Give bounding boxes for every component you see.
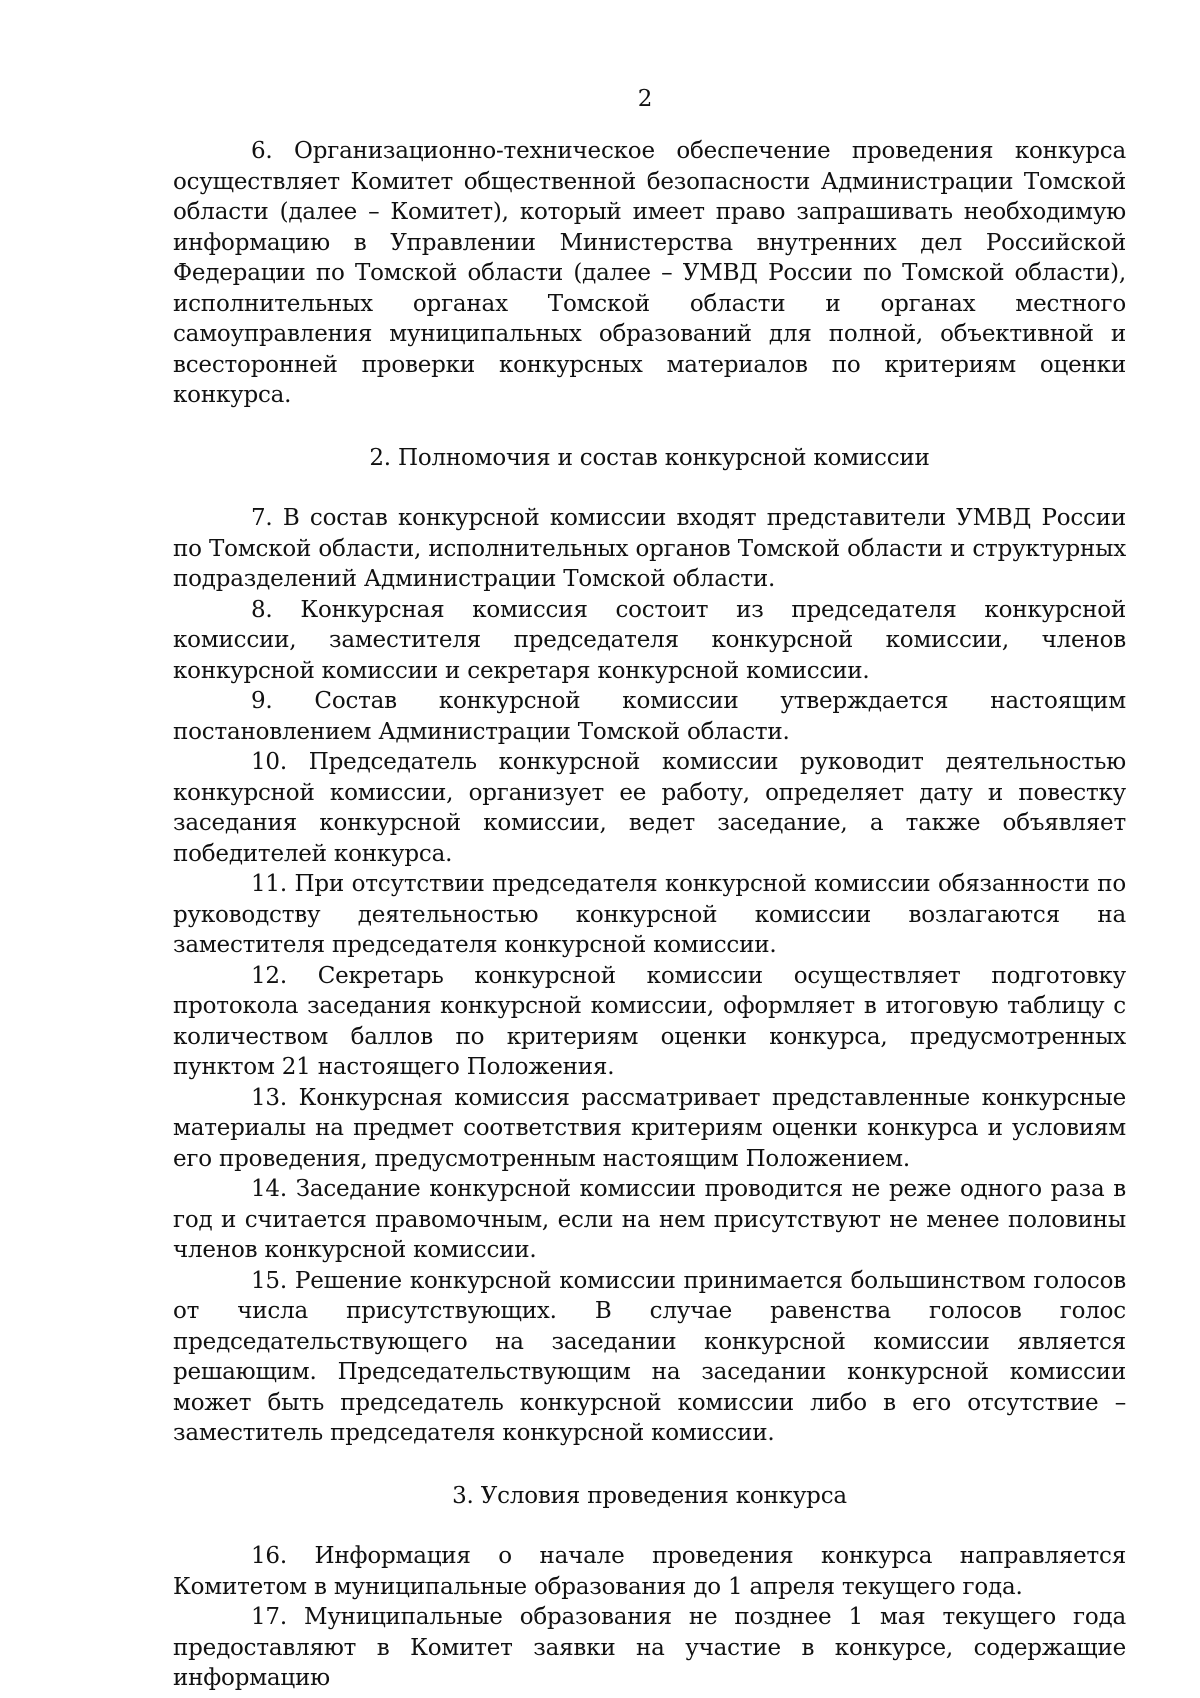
paragraph-9: 9. Состав конкурсной комиссии утверждается настоящим постановлением Администрации Томской области. xyxy=(173,688,1126,745)
document-body xyxy=(173,136,1126,1694)
paragraph-6: 6. Организационно-техническое обеспечение проведения конкурса осуществляет Комитет общественной безопасности Администрации Томской области (далее – Комитет), который имеет право запрашивать необходимую информацию в Управлении Министерства внутренних дел Российской Федерации по Томской области (далее – УМВД России по Томской области), исполнительных органах Томской области и органах местного самоуправления муниципальных образований для полной, объективной и всесторонней проверки конкурсных материалов по критериям оценки конкурса. xyxy=(173,138,1126,408)
paragraph-16: 16. Информация о начале проведения конкурса направляется Комитетом в муниципальные образования до 1 апреля текущего года. xyxy=(173,1543,1126,1600)
paragraph-11: 11. При отсутствии председателя конкурсной комиссии обязанности по руководству деятельностью конкурсной комиссии возлагаются на заместителя председателя конкурсной комиссии. xyxy=(173,871,1126,958)
page-number: 2 xyxy=(637,86,653,112)
paragraph-17: 17. Муниципальные образования не позднее 1 мая текущего года предоставляют в Комитет заявки на участие в конкурсе, содержащие информацию xyxy=(173,1604,1126,1691)
paragraph-10: 10. Председатель конкурсной комиссии руководит деятельностью конкурсной комиссии, организует ее работу, определяет дату и повестку заседания конкурсной комиссии, ведет заседание, а также объявляет победителей конкурса. xyxy=(173,749,1126,867)
paragraph-7: 7. В состав конкурсной комиссии входят представители УМВД России по Томской области, исполнительных органов Томской области и структурных подразделений Администрации Томской области. xyxy=(173,505,1126,592)
paragraph-12: 12. Секретарь конкурсной комиссии осуществляет подготовку протокола заседания конкурсной комиссии, оформляет в итоговую таблицу с количеством баллов по критериям оценки конкурса, предусмотренных пунктом 21 настоящего Положения. xyxy=(173,962,1126,1080)
paragraph-8: 8. Конкурсная комиссия состоит из председателя конкурсной комиссии, заместителя председателя конкурсной комиссии, членов конкурсной комиссии и секретаря конкурсной комиссии. xyxy=(173,596,1126,684)
paragraph-13: 13. Конкурсная комиссия рассматривает представленные конкурсные материалы на предмет соответствия критериям оценки конкурса и условиям его проведения, предусмотренным настоящим Положением. xyxy=(173,1084,1126,1172)
section-heading-3: 3. Условия проведения конкурса xyxy=(452,1482,847,1509)
paragraph-14: 14. Заседание конкурсной комиссии проводится не реже одного раза в год и считается правомочным, если на нем присутствуют не менее половины членов конкурсной комиссии. xyxy=(173,1176,1126,1263)
section-heading-2: 2. Полномочия и состав конкурсной комиссии xyxy=(369,444,930,471)
paragraph-15: 15. Решение конкурсной комиссии принимается большинством голосов от числа присутствующих. В случае равенства голосов голос председательствующего на заседании конкурсной комиссии является решающим. Председательствующим на заседании конкурсной комиссии может быть председатель конкурсной комиссии либо в его отсутствие – заместитель председателя конкурсной комиссии. xyxy=(173,1267,1126,1446)
